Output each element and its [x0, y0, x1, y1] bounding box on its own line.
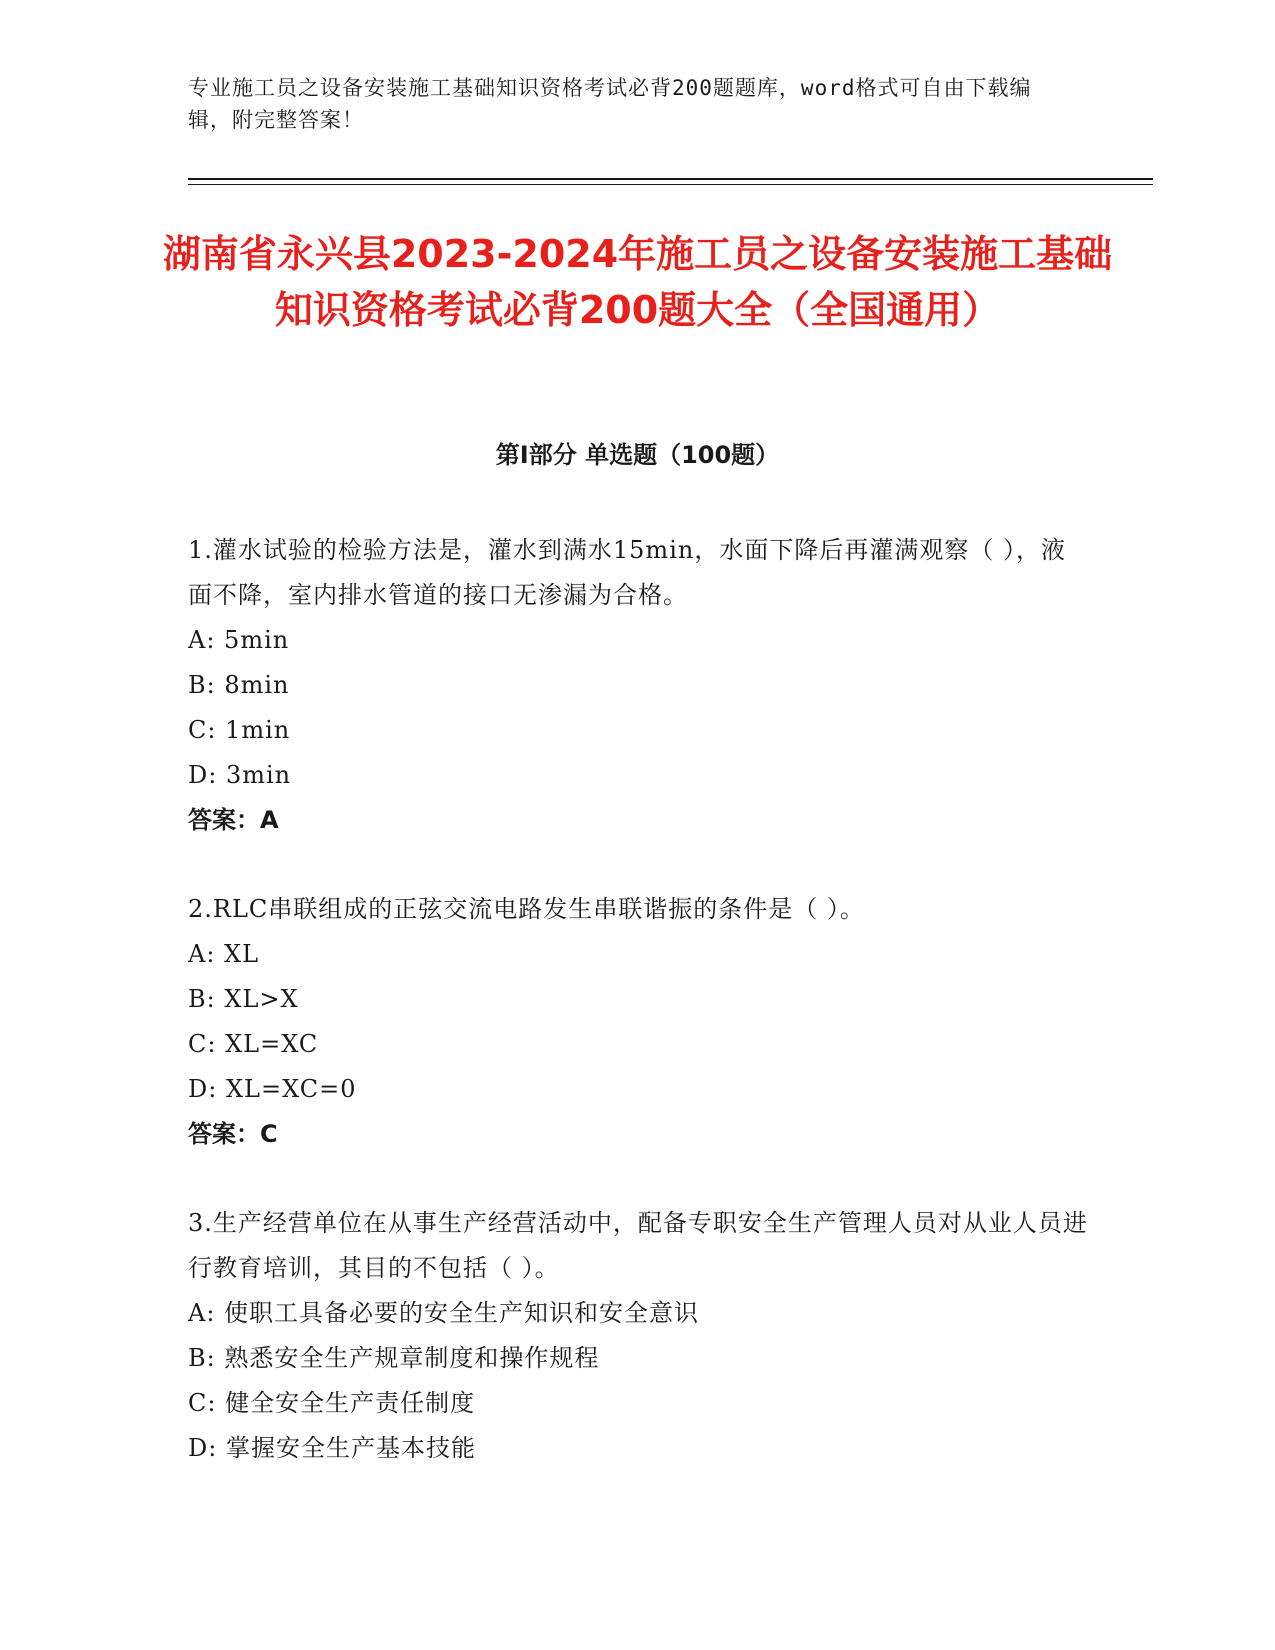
header-divider-thick: [188, 178, 1153, 180]
question-stem: 3.生产经营单位在从事生产经营活动中，配备专职安全生产管理人员对从业人员进行教育培训，其目的不包括（ ）。: [188, 1209, 1088, 1282]
option-d: D: 3min: [188, 761, 292, 789]
question-3: [188, 1201, 1088, 1471]
option-c: C: 1min: [188, 716, 291, 744]
answer: 答案：C: [188, 1120, 278, 1148]
question-stem: 2.RLC串联组成的正弦交流电路发生串联谐振的条件是（ ）。: [188, 895, 865, 923]
question-stem: 1.灌水试验的检验方法是，灌水到满水15min，水面下降后再灌满观察（ ），液面不降，室内排水管道的接口无渗漏为合格。: [188, 536, 1066, 609]
option-d: D: 掌握安全生产基本技能: [188, 1434, 476, 1462]
option-a: A: 5min: [188, 626, 290, 654]
option-b: B: 熟悉安全生产规章制度和操作规程: [188, 1344, 600, 1372]
option-c: C: 健全安全生产责任制度: [188, 1389, 476, 1417]
question-2: [188, 887, 1088, 1157]
header-note: 专业施工员之设备安装施工基础知识资格考试必背200题题库，word格式可自由下载编辑，附完整答案！: [188, 76, 1032, 132]
option-b: B: 8min: [188, 671, 290, 699]
option-b: B: XL>X: [188, 985, 299, 1013]
question-1: [188, 528, 1088, 843]
header-divider-thin: [188, 184, 1153, 185]
option-c: C: XL=XC: [188, 1030, 319, 1058]
section-title: 第I部分 单选题（100题）: [495, 441, 780, 469]
option-a: A: 使职工具备必要的安全生产知识和安全意识: [188, 1299, 700, 1327]
question-list: [188, 528, 1088, 1515]
answer: 答案：A: [188, 806, 279, 834]
document-title: 湖南省永兴县2023-2024年施工员之设备安装施工基础知识资格考试必背200题大全（全国通用）: [162, 232, 1113, 332]
option-d: D: XL=XC=0: [188, 1075, 357, 1103]
option-a: A: XL: [188, 940, 260, 968]
